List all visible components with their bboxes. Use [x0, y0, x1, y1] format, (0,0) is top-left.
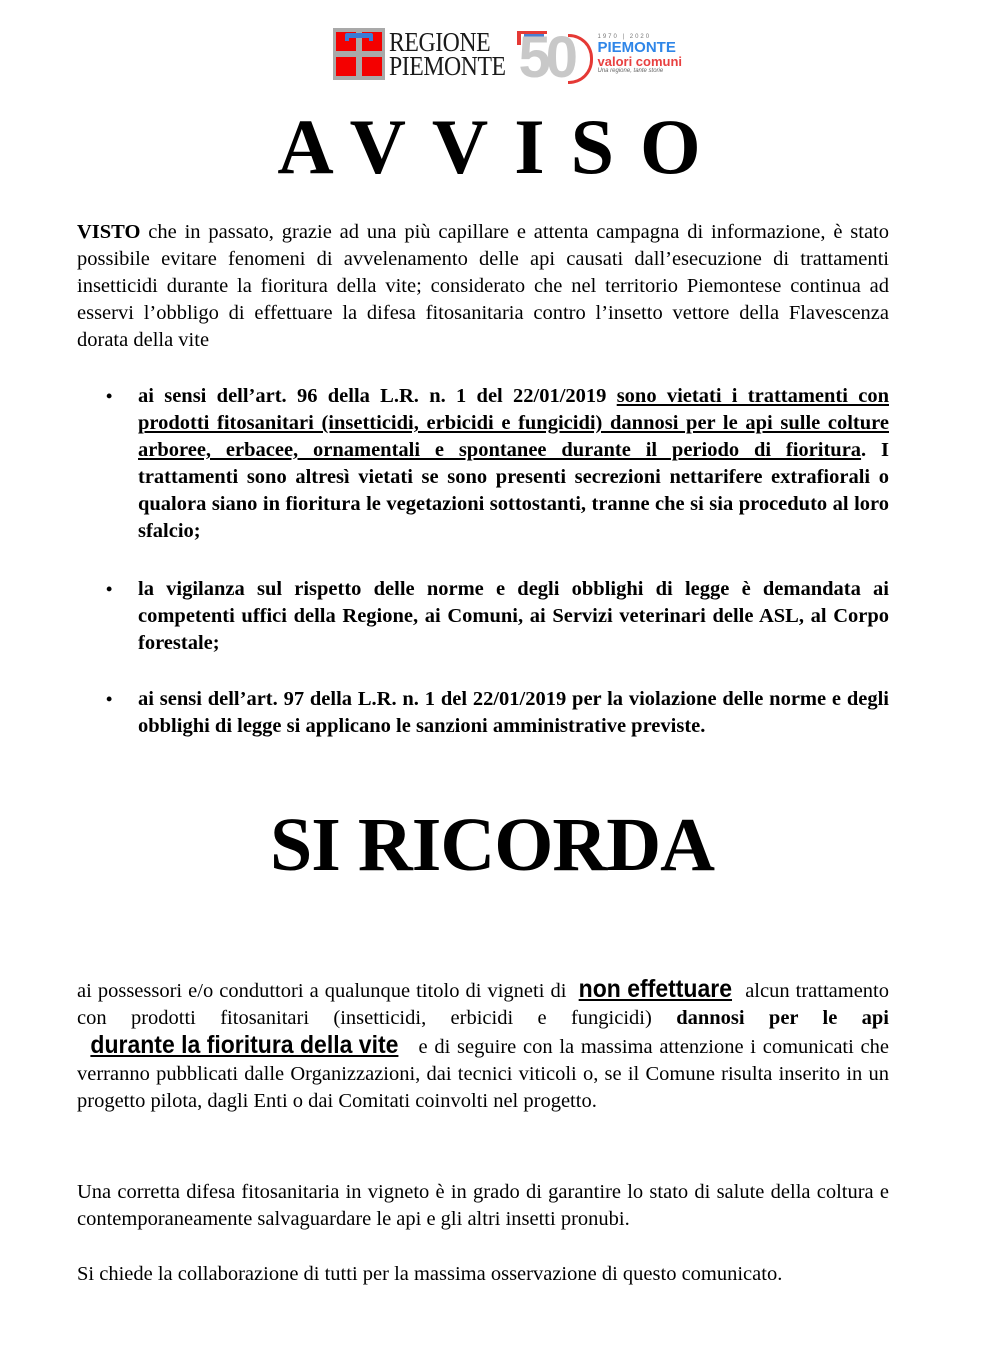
bullet-text: la vigilanza sul rispetto delle norme e degli obblighi di legge è demandata ai competenti uffici della Regione, ai Comuni, ai Servizi veterinari delle ASL, al Corpo forestale; — [138, 578, 889, 654]
bullet-underlined: sono vietati i trattamenti con prodotti fitosanitari (insetticidi, erbicidi e fungicidi) dannosi per le api sulle colture arboree, erbacee, ornamentali e spontanee durante il periodo di fioritura — [138, 385, 889, 461]
bullet-suffix: . I trattamenti sono altresì vietati se sono presenti secrezioni nettarifere extrafiorali o qualora siano in fioritura le vegetazioni sottostanti, tranne che si sia proceduto al loro sfalcio; — [138, 439, 889, 542]
intro-lead: VISTO — [77, 221, 141, 243]
piemonte-coat-of-arms-icon — [333, 28, 385, 80]
fifty-anniversary-icon — [508, 25, 594, 90]
paragraph-difesa: Una corretta difesa fitosanitaria in vigneto è in grado di garantire lo stato di salute della coltura e contemporaneamente salvaguardare le api e gli altri insetti pronubi. — [77, 1181, 889, 1230]
bullet-item — [104, 576, 889, 657]
bold-dannosi: dannosi per le api — [676, 1007, 890, 1029]
closing-paragraph — [77, 976, 889, 1115]
logo-line2: PIEMONTE — [389, 51, 506, 81]
regione-piemonte-logo-text — [389, 27, 522, 81]
closing-text: ai possessori e/o conduttori a qualunque titolo di vigneti di — [77, 980, 573, 1002]
bullet-list-3 — [104, 686, 889, 768]
bullet-list-1 — [104, 383, 889, 573]
intro-text: che in passato, grazie ad una più capillare e attenta campagna di informazione, è stato possibile evitare fenomeni di avvelenamento delle api causati dall’esecuzione di trattamenti insetticidi durante la fioritura della vite; considerato che nel territorio Piemontese continua ad esservi l’obbligo di effettuare la difesa fitosanitaria contro l’insetto vettore della Flavescenza dorata della vite — [77, 221, 889, 351]
bullet-icon: • — [106, 386, 113, 406]
closing-text: alcun trattamento con prodotti fitosanitari (insetticidi, erbicidi e fungicidi) — [77, 980, 889, 1029]
logo-line1: REGIONE — [389, 27, 491, 57]
header-logos — [333, 25, 683, 90]
bullet-prefix: ai sensi dell’art. 96 della L.R. n. 1 del 22/01/2019 — [138, 385, 617, 407]
bullet-text: ai sensi dell’art. 97 della L.R. n. 1 del 22/01/2019 per la violazione delle norme e degli obblighi di legge si applicano le sanzioni amministrative previste. — [138, 688, 889, 737]
logo-subtitle: valori comuni — [597, 54, 683, 69]
emphasis-non-effettuare: non effettuare — [579, 975, 733, 1003]
section-heading: SI RICORDA — [270, 803, 714, 887]
bullet-icon: • — [106, 579, 113, 599]
bullet-item — [104, 686, 889, 740]
bullet-item — [104, 383, 889, 545]
bullet-list-2 — [104, 576, 889, 685]
paragraph-collaborazione: Si chiede la collaborazione di tutti per la massima osservazione di questo comunicato. — [77, 1263, 783, 1285]
logo-tagline: Una regione, tante storie — [597, 68, 664, 74]
bullet-icon: • — [106, 689, 113, 709]
page-title: AVVISO — [277, 103, 727, 190]
anniversary-number: 50 — [518, 25, 574, 90]
piemonte-valori-comuni-logo — [598, 34, 683, 74]
intro-paragraph — [77, 219, 889, 354]
emphasis-fioritura: durante la fioritura della vite — [90, 1031, 399, 1059]
closing-text: e di seguire con la massima attenzione i comunicati che verranno pubblicati dalle Organizzazioni, dai tecnici viticoli o, se il Comune risulta inserito in un progetto pilota, dagli Enti o dai Comitati coinvolti nel progetto. — [77, 1036, 889, 1112]
logo-years: 1970 | 2020 — [597, 34, 652, 40]
logo-brand: PIEMONTE — [597, 39, 676, 56]
